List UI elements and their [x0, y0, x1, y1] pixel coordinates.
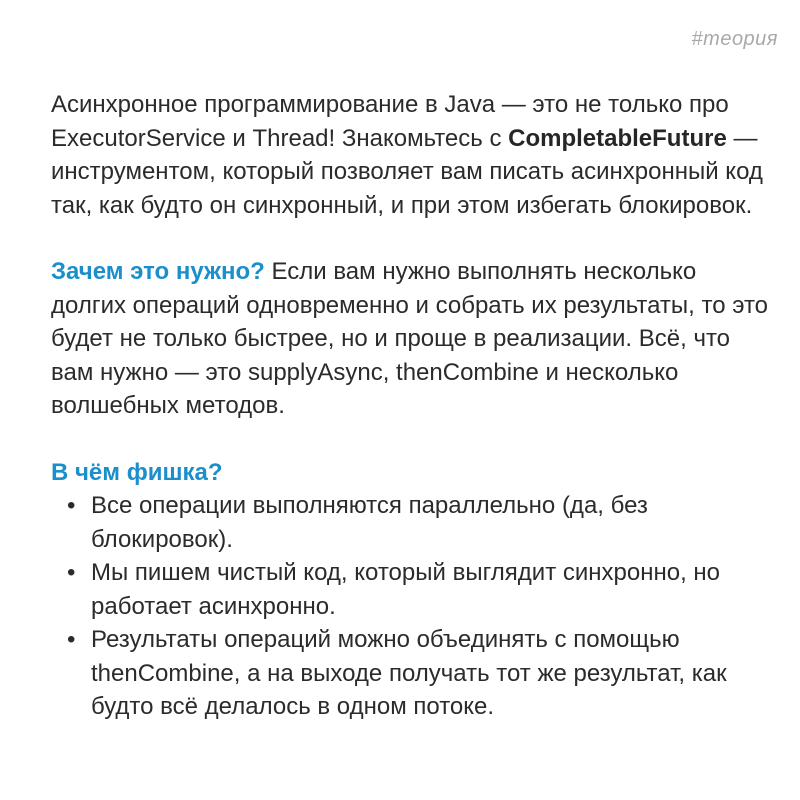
list-item: [51, 556, 771, 623]
bullet-icon: •: [67, 559, 76, 586]
features-heading: В чём фишка?: [51, 458, 223, 486]
intro-paragraph: [51, 88, 771, 222]
list-item: [51, 489, 771, 556]
completable-future-highlight: CompletableFuture: [508, 124, 727, 152]
list-item-text: Результаты операций можно объединять с помощью thenCombine, а на выходе получать тот же результат, как будто всё делалось в одном потоке.: [91, 626, 727, 720]
why-paragraph: [51, 255, 771, 423]
why-text: Если вам нужно выполнять несколько долгих операций одновременно и собрать их результаты, то это будет не только быстрее, но и проще в реализации. Всё, что вам нужно — это supplyAsync, thenCombine и несколько волшебных методов.: [51, 258, 769, 419]
post-body: [51, 88, 771, 724]
features-list: [51, 489, 771, 724]
intro-text-before: Асинхронное программирование в Java — это не только про ExecutorService и Thread! Знакомьтесь с: [51, 91, 729, 152]
hashtag-label: #теория: [691, 28, 778, 50]
bullet-icon: •: [67, 492, 76, 519]
intro-text-after: — инструментом, который позволяет вам писать асинхронный код так, как будто он синхронный, и при этом избегать блокировок.: [51, 124, 763, 219]
why-heading: Зачем это нужно?: [51, 258, 265, 285]
features-heading-line: [51, 456, 771, 490]
list-item-text: Все операции выполняются параллельно (да, без блокировок).: [91, 492, 648, 553]
list-item-text: Мы пишем чистый код, который выглядит синхронно, но работает асинхронно.: [91, 559, 721, 620]
bullet-icon: •: [67, 626, 76, 653]
list-item: [51, 623, 771, 724]
